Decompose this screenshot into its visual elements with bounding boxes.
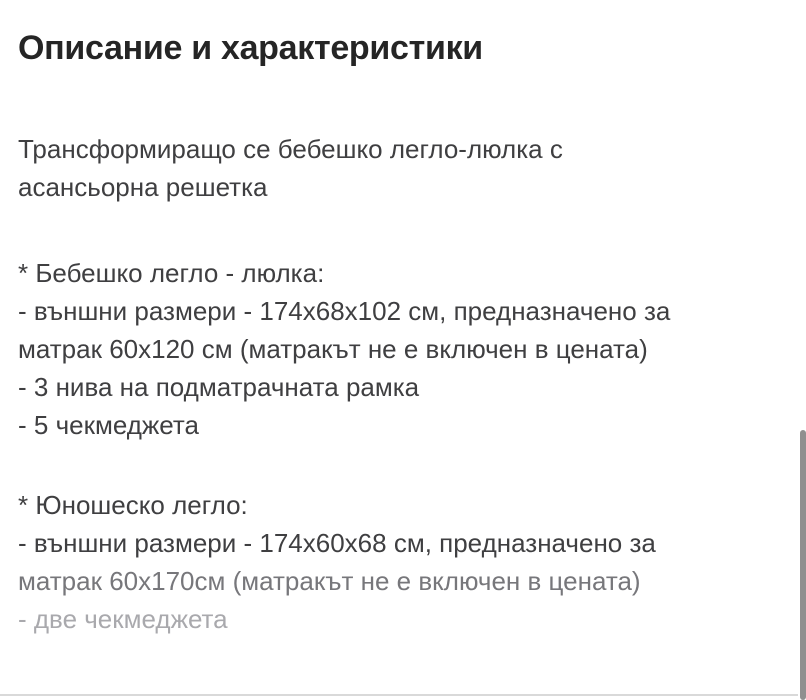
description-line: - външни размери - 174х68х102 см, предназначено за <box>18 295 671 326</box>
description-youth-bed-paragraph <box>18 486 776 638</box>
description-line: - 5 чекмеджета <box>18 409 199 440</box>
description-line: - външни размери - 174х60х68 см, предназначено за <box>18 527 656 558</box>
description-line-faded: - две чекмеджета <box>18 603 228 634</box>
section-title: Описание и характеристики <box>18 29 483 67</box>
description-intro-paragraph <box>18 130 776 206</box>
description-line: * Юношеско легло: <box>18 489 248 520</box>
description-line: * Бебешко легло - люлка: <box>18 257 325 288</box>
description-line: - 3 нива на подматрачната рамка <box>18 371 420 402</box>
description-line: Трансформиращо се бебешко легло-люлка с <box>18 133 563 164</box>
description-line: матрак 60х120 см (матракът не е включен в цената) <box>18 333 648 364</box>
scrollbar-thumb[interactable] <box>800 430 806 700</box>
description-line-faded: матрак 60х170см (матракът не е включен в цената) <box>18 565 641 596</box>
section-divider <box>0 694 798 696</box>
description-line: асансьорна решетка <box>18 171 268 202</box>
description-baby-bed-paragraph <box>18 254 776 444</box>
